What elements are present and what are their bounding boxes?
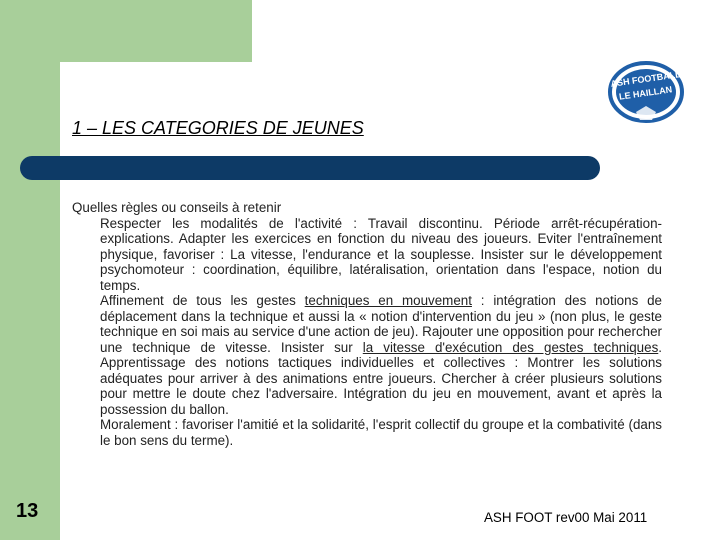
paragraph-affinement [100, 293, 662, 417]
top-green-band [0, 0, 252, 62]
underlined-vitesse-execution: la vitesse d'exécution des gestes techniques [362, 339, 659, 355]
logo-text-line1: ASH FOOTBALL [609, 69, 682, 89]
paragraph-affinement-part1: Affinement de tous les gestes [100, 293, 305, 308]
footer-text: ASH FOOT rev00 Mai 2011 [484, 510, 648, 525]
paragraph-modalites: Respecter les modalités de l'activité : Travail discontinu. Période arrêt-récupération-explications. Adapter les exercices en fonction du niveau des joueurs. Eviter l'entraînement physique, favoriser : La vitesse, l'endurance et la souplesse. Insister sur le développement psychomoteur : coordination, équilibre, latéralisation, orientation dans l'espace, notion du temps. [100, 215, 662, 293]
left-green-band [0, 0, 60, 540]
underlined-techniques-en-mouvement: techniques en mouvement [304, 293, 472, 308]
page-number: 13 [16, 500, 39, 522]
content-heading: Quelles règles ou conseils à retenir [72, 200, 282, 215]
title-divider-bar [20, 156, 600, 180]
club-logo [606, 60, 686, 124]
paragraph-affinement-part3: . Apprentissage des notions tactiques individuelles et collectives : Montrer les solutions adéquates pour arriver à des animations entre joueurs. Chercher à créer plusieurs solutions pour mettre le doute chez l'adversaire. Intégration du jeu en mouvement, avant et après la possession du ballon. [100, 339, 663, 417]
paragraph-affinement-part2: : intégration des notions de déplacement dans la technique et aussi la « notion d'intervention du jeu » (non plus, le geste technique en soi mais au service d'une action de jeu). Rajouter une opposition pour rechercher une technique de vitesse. Insister sur [100, 293, 662, 355]
page-title: 1 – LES CATEGORIES DE JEUNES [72, 118, 364, 138]
paragraph-moralement: Moralement : favoriser l'amitié et la solidarité, l'esprit collectif du groupe et la combativité (dans le bon sens du terme). [100, 417, 662, 448]
logo-text-line2: LE HAILLAN [618, 84, 673, 102]
content-block [72, 200, 662, 448]
